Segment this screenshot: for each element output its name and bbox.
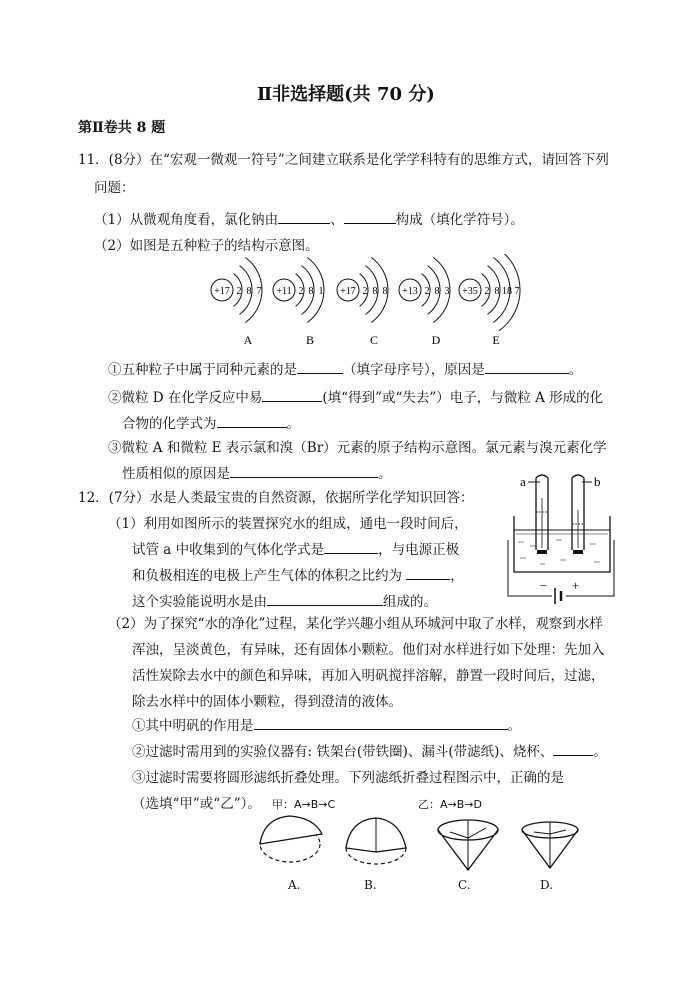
q11-part1 — [94, 208, 524, 228]
answer-blank[interactable] — [254, 717, 508, 730]
option-jia-label: 甲：A→B→C — [272, 798, 336, 811]
q12-part1-text-f: 组成的。 — [383, 594, 437, 610]
electron-count: 7 — [514, 286, 520, 297]
answer-blank[interactable] — [230, 465, 378, 478]
electron-count: 18 — [502, 286, 512, 297]
electron-count: 8 — [382, 286, 388, 297]
tube-a-label: a — [520, 474, 526, 489]
q12-sub2-text-a: ②过滤时需用到的实验仪器有: 铁架台(带铁圈)、漏斗(带滤纸)、烧杯、 — [132, 744, 554, 760]
q11-part1-text-b: 、 — [330, 212, 344, 228]
q12-sub2 — [132, 740, 607, 760]
fig-label-c: C. — [458, 878, 471, 892]
electron-count: 2 — [484, 286, 490, 297]
fig-label-b: B. — [364, 878, 377, 892]
q11-stem-line1: 11．(8分）在“宏观一微观一符号”之间建立联系是化学学科特有的思维方式，请回答下列 — [78, 152, 609, 168]
q11-sub2-text-a: ②微粒 D 在化学反应中易 — [108, 390, 263, 406]
q11-sub3: ③微粒 A 和微粒 E 表示氯和溴（Br）元素的原子结构示意图。氯元素与溴元素化学 — [108, 440, 607, 456]
q11-sub1-text-c: 。 — [568, 362, 583, 378]
atom-e — [459, 254, 520, 347]
atom-a — [211, 258, 262, 348]
q12-part2-line1: （2）为了探究“水的净化”过程，某化学兴趣小组从环城河中取了水样，观察到水样 — [108, 616, 603, 632]
electron-count: 8 — [308, 286, 314, 297]
tube-b-label: b — [594, 474, 601, 489]
atom-d — [399, 258, 450, 348]
q11-sub1-text-b: （填字母序号），原因是 — [343, 362, 485, 378]
answer-blank[interactable] — [324, 541, 378, 554]
q11-part2: （2）如图是五种粒子的结构示意图。 — [94, 238, 319, 254]
electron-count: 1 — [318, 286, 324, 297]
q12-sub1-text-b: 。 — [507, 718, 521, 734]
q11-sub2 — [108, 386, 603, 406]
answer-blank[interactable] — [297, 361, 343, 374]
negative-terminal: − — [540, 578, 548, 593]
option-yi-label: 乙：A→B→D — [418, 798, 482, 811]
q12-part2-line2: 浑浊，呈淡黄色，有异味，还有固体小颗粒。他们对水样进行如下处理：先加入 — [132, 642, 605, 658]
q11-sub2-cont — [122, 412, 300, 432]
q12-part1-text-b: ，与电源正极 — [378, 542, 460, 558]
page-title: Ⅱ非选择题(共 70 分) — [257, 84, 435, 105]
nucleus-charge: +11 — [276, 286, 292, 297]
q12-part1-text-a: 试管 a 中收集到的气体化学式是 — [132, 542, 325, 558]
q11-sub2-text-c: 合物的化学式为 — [122, 416, 217, 432]
electron-count: 2 — [236, 286, 242, 297]
q12-part1-text-d: ， — [450, 568, 464, 584]
q12-part1-line4 — [132, 590, 437, 610]
electron-count: 2 — [298, 286, 304, 297]
electron-count: 3 — [444, 286, 450, 297]
q11-part1-text-a: （1）从微观角度看，氯化钠由 — [94, 212, 279, 228]
answer-blank[interactable] — [278, 211, 330, 224]
q12-part2-line4: 除去水样中的固体小颗粒，得到澄清的液体。 — [132, 694, 402, 710]
answer-blank[interactable] — [344, 211, 396, 224]
nucleus-charge: +17 — [214, 286, 230, 297]
atom-b — [273, 258, 324, 348]
electrolysis-apparatus — [500, 470, 620, 614]
q11-sub1 — [108, 358, 582, 378]
q11-part1-text-c: 构成（填化学符号）。 — [395, 212, 524, 228]
electron-count: 7 — [256, 286, 262, 297]
q12-part1-line1: （1）利用如图所示的装置探究水的组成，通电一段时间后， — [108, 516, 468, 532]
fig-label-a: A. — [288, 878, 301, 892]
q11-sub3-text-b: 性质相似的原因是 — [122, 466, 230, 482]
filter-paper-figure — [250, 808, 580, 880]
atom-label: D — [431, 333, 441, 347]
atom-c — [337, 258, 388, 348]
q12-sub3: ③过滤时需要将圆形滤纸折叠处理。下列滤纸折叠过程图示中，正确的是 — [132, 770, 564, 786]
electron-count: 8 — [434, 286, 440, 297]
q11-stem-line2: 问题： — [94, 180, 135, 196]
electron-count: 2 — [424, 286, 430, 297]
atom-label: E — [492, 333, 500, 347]
q12-part1-text-c: 和负极相连的电极上产生气体的体积之比约为 — [132, 568, 402, 584]
q11-sub3-cont — [122, 462, 392, 482]
electron-count: 8 — [246, 286, 252, 297]
q12-part2-line3: 活性炭除去水中的颜色和异味，再加入明矾搅拌溶解，静置一段时间后，过滤， — [132, 668, 605, 684]
answer-blank[interactable] — [262, 389, 322, 402]
q12-sub1-text-a: ①其中明矾的作用是 — [132, 718, 254, 734]
q12-sub1 — [132, 714, 521, 734]
atom-structure-diagram — [200, 254, 540, 350]
section-heading: 第Ⅱ卷共 8 题 — [78, 120, 166, 136]
atom-label: A — [243, 333, 253, 347]
positive-terminal: + — [572, 578, 580, 593]
answer-blank[interactable] — [267, 593, 383, 606]
nucleus-charge: +17 — [340, 286, 356, 297]
q11-sub2-text-b: (填“得到”或“失去”）电子，与微粒 A 形成的化 — [322, 390, 604, 406]
answer-blank[interactable] — [217, 415, 287, 428]
q12-part1-line2 — [132, 538, 459, 558]
answer-blank[interactable] — [406, 567, 450, 580]
q12-sub3-cont: （选填“甲”或“乙”）。 — [132, 796, 261, 812]
electron-count: 8 — [494, 286, 500, 297]
answer-blank[interactable] — [485, 361, 569, 374]
q12-part1-line3 — [132, 564, 464, 584]
q11-sub3-text-c: 。 — [378, 466, 392, 482]
atom-label: B — [305, 333, 315, 347]
fig-label-d: D. — [540, 878, 554, 892]
atom-label: C — [369, 333, 379, 347]
q12-stem: 12．(7分）水是人类最宝贵的自然资源，依据所学化学知识回答： — [78, 490, 474, 506]
nucleus-charge: +35 — [462, 286, 478, 297]
electron-count: 8 — [372, 286, 378, 297]
q12-part1-text-e: 这个实验能说明水是由 — [132, 594, 267, 610]
answer-blank[interactable] — [553, 743, 593, 756]
electron-count: 2 — [362, 286, 368, 297]
q11-sub2-text-d: 。 — [286, 416, 300, 432]
q11-sub1-text-a: ①五种粒子中属于同种元素的是 — [108, 362, 297, 378]
q12-sub2-text-b: 。 — [593, 744, 607, 760]
nucleus-charge: +13 — [402, 286, 418, 297]
